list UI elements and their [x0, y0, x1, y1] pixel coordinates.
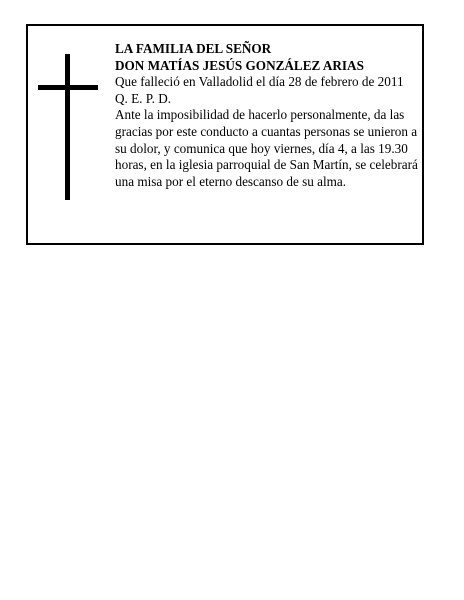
notice-body: Ante la imposibilidad de hacerlo personalmente, da las gracias por este conducto a cuantas personas se unieron a su dolor, y comunica que hoy viernes, día 4, a las 19.30 horas, en la iglesia parroquial de San Martín, se celebrará una misa por el eterno descanso de su alma. [115, 107, 418, 189]
cross-vertical-bar [65, 54, 70, 200]
heading-line-2: DON MATÍAS JESÚS GONZÁLEZ ARIAS [115, 57, 364, 73]
heading-line-1: LA FAMILIA DEL SEÑOR [115, 41, 272, 56]
qepd-line: Q. E. P. D. [115, 90, 172, 106]
cross-horizontal-bar [38, 85, 98, 90]
cross-icon [38, 54, 98, 200]
death-line: Que falleció en Valladolid el día 28 de febrero de 2011 [115, 74, 404, 90]
notice-text [115, 41, 420, 190]
obituary-notice [26, 24, 424, 245]
